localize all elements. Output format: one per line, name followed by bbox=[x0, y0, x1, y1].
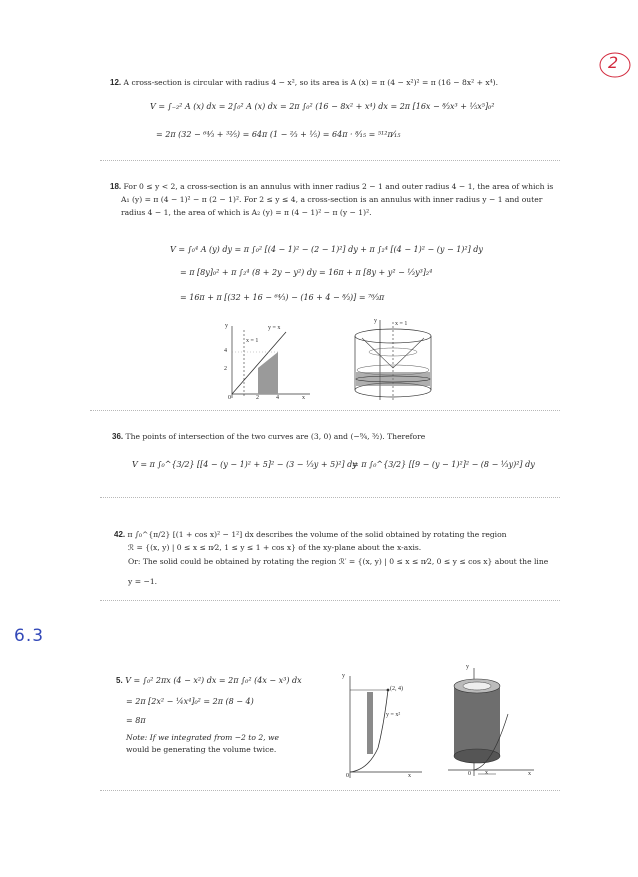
shaded-band bbox=[356, 372, 430, 386]
curve-label: y = x bbox=[268, 325, 281, 331]
problem-36 bbox=[112, 432, 425, 442]
x-tick-2: 2 bbox=[256, 395, 259, 401]
line-label: x = 1 bbox=[395, 321, 408, 327]
problem-18-line-2: A₁ (y) = π (4 − 1)² − π (2 − 1)². For 2 ≤ y ≤ 4, a cross-section is an annulus with inner radius y − 1 and outer bbox=[121, 195, 543, 204]
problem-text: For 0 ≤ y < 2, a cross-section is an annulus with inner radius 2 − 1 and outer radius 4 − 1, the area of which is bbox=[123, 182, 554, 191]
problem-text: A cross-section is circular with radius 4 − x², so its area is A (x) = π (4 − x²)² = π (16 − 8x² + x⁴). bbox=[123, 78, 499, 87]
p5-graph bbox=[338, 672, 424, 782]
origin-label: 0 bbox=[346, 773, 349, 779]
y-tick-4: 4 bbox=[224, 348, 227, 354]
y-axis-label: y bbox=[466, 664, 469, 670]
p5-solid-svg bbox=[446, 664, 538, 782]
problem-42-line-1 bbox=[114, 530, 507, 540]
p36-equation-right: = π ∫₀^{3/2} [[9 − (y − 1)²]² − (8 − ⅓y)²] dy bbox=[352, 460, 535, 469]
origin-label: 0 bbox=[468, 771, 471, 777]
problem-number: 18. bbox=[110, 182, 122, 191]
x-tick-4: 4 bbox=[276, 395, 279, 401]
shaded-region bbox=[258, 352, 278, 394]
x-axis-label: x bbox=[528, 771, 531, 777]
p5-equation-3: = 8π bbox=[126, 716, 146, 725]
p5-note-line-2: would be generating the volume twice. bbox=[126, 745, 277, 754]
x-axis-label: x bbox=[408, 773, 411, 779]
equation: V = ∫₀² 2πx (4 − x²) dx = 2π ∫₀² (4x − x³) dx bbox=[125, 676, 302, 685]
p5-note-line-1: Note: If we integrated from −2 to 2, we bbox=[126, 733, 279, 742]
p18-equation-3: = 16π + π [(32 + 16 − ⁶⁴⁄₃) − (16 + 4 − ⁸⁄₃)] = ⁷⁶⁄₃π bbox=[180, 293, 385, 302]
p5-graph-svg bbox=[338, 672, 424, 782]
y-axis-label: y bbox=[374, 318, 377, 324]
cylinder-shell-body bbox=[454, 686, 500, 756]
p18-equation-2: = π [8y]₀² + π ∫₂⁴ (8 + 2y − y²) dy = 16π + π [8y + y² − ⅓y³]₂⁴ bbox=[180, 268, 433, 277]
point-label: (2, 4) bbox=[390, 686, 403, 692]
point-2-4 bbox=[387, 689, 390, 692]
section-label: 6.3 bbox=[14, 626, 45, 646]
divider bbox=[100, 790, 560, 791]
p5-equation-2: = 2π [2x² − ¼x⁴]₀² = 2π (8 − 4) bbox=[126, 697, 254, 706]
divider bbox=[100, 160, 560, 161]
problem-12 bbox=[110, 78, 498, 88]
problem-number: 36. bbox=[112, 432, 124, 441]
problem-5-equation-1 bbox=[116, 676, 302, 685]
problem-number: 12. bbox=[110, 78, 122, 87]
p12-equation-2: = 2π (32 − ⁶⁴⁄₃ + ³²⁄₅) = 64π (1 − ⅔ + ⅕) = 64π · ⁸⁄₁₅ = ⁵¹²π⁄₁₅ bbox=[156, 130, 401, 139]
p18-graph-svg bbox=[222, 322, 312, 402]
y-axis-label: y bbox=[225, 323, 228, 329]
p18-graph bbox=[222, 322, 312, 402]
circled-number: 2 bbox=[608, 53, 619, 72]
curve-label: y = x² bbox=[386, 712, 401, 718]
problem-42-line-4: y = −1. bbox=[128, 577, 158, 586]
divider bbox=[90, 410, 560, 411]
p12-equation-1: V = ∫₋₂² A (x) dx = 2∫₀² A (x) dx = 2π ∫₀² (16 − 8x² + x⁴) dx = 2π [16x − ⁸⁄₃x³ + ⅕x⁵]₀² bbox=[150, 102, 495, 111]
shaded-strip bbox=[367, 692, 373, 754]
problem-text: The points of intersection of the two curves are (3, 0) and (−⁹⁄₄, ³⁄₂). Therefore bbox=[125, 432, 426, 441]
x-tick-0: 0 bbox=[228, 395, 231, 401]
p36-equation-left: V = π ∫₀^{3/2} [[4 − (y − 1)² + 5]² − (3 − ⅓y + 5)²] dy bbox=[132, 460, 357, 469]
problem-42-line-2: ℛ = {(x, y) | 0 ≤ x ≤ π⁄2, 1 ≤ y ≤ 1 + cos x} of the xy-plane about the x-axis. bbox=[128, 543, 422, 552]
x-marker-label: x bbox=[485, 770, 488, 776]
divider bbox=[100, 497, 560, 498]
line-label: x = 1 bbox=[246, 338, 259, 344]
problem-text: π ∫₀^{π/2} [(1 + cos x)² − 1²] dx describes the volume of the solid obtained by rotating the region bbox=[127, 530, 507, 539]
circled-page-mark bbox=[598, 50, 632, 80]
problem-number: 5. bbox=[116, 676, 123, 685]
p5-solid-figure bbox=[446, 664, 538, 782]
divider bbox=[100, 600, 560, 601]
x-axis-label: x bbox=[302, 395, 305, 401]
problem-18-line-1 bbox=[110, 182, 553, 192]
p18-solid-svg bbox=[350, 318, 446, 402]
y-axis-label: y bbox=[342, 673, 345, 679]
problem-42-line-3: Or: The solid could be obtained by rotating the region ℛ′ = {(x, y) | 0 ≤ x ≤ π⁄2, 0 ≤ y ≤ cos x} about the line bbox=[128, 557, 549, 566]
p18-equation-1: V = ∫₀⁴ A (y) dy = π ∫₀² [(4 − 1)² − (2 − 1)²] dy + π ∫₂⁴ [(4 − 1)² − (y − 1)²] dy bbox=[170, 245, 483, 254]
problem-number: 42. bbox=[114, 530, 126, 539]
problem-18-line-3: radius 4 − 1, the area of which is A₂ (y) = π (4 − 1)² − π (y − 1)². bbox=[121, 208, 372, 217]
cylinder-hole bbox=[463, 682, 491, 690]
y-tick-2: 2 bbox=[224, 366, 227, 372]
p18-solid-figure bbox=[350, 318, 446, 402]
